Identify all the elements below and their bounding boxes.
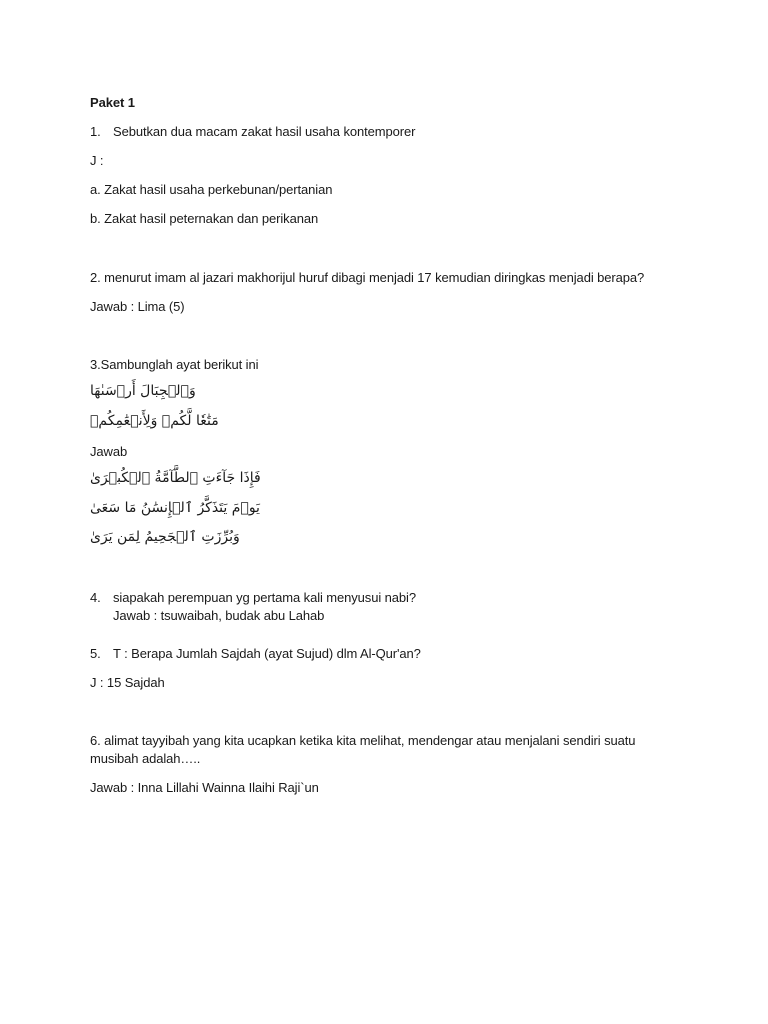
question-2-answer: Jawab : Lima (5) — [90, 299, 185, 314]
question-3-text: 3.Sambunglah ayat berikut ini — [90, 357, 259, 372]
question-3-verse-2: مَتَٰعٗا لَّكُمۡ وَلِأَنۡعَٰمِكُمۡ — [90, 413, 219, 429]
question-3-answer-verse-1: فَإِذَا جَآءَتِ ٱلطَّآمَّةُ ٱلۡكُبۡرَىٰ — [90, 470, 261, 486]
question-1-answer-a: a. Zakat hasil usaha perkebunan/pertanian — [90, 182, 333, 197]
question-3-verse-1: وَٱلۡجِبَالَ أَرۡسَىٰهَا — [90, 383, 196, 399]
question-4-text: siapakah perempuan yg pertama kali menyusui nabi? — [113, 590, 416, 605]
question-1-number: 1. — [90, 124, 101, 139]
document-title: Paket 1 — [90, 95, 135, 110]
question-6-text-line-2: musibah adalah….. — [90, 751, 201, 766]
question-3-answer-verse-3: وَبُرِّزَتِ ٱلۡجَحِيمُ لِمَن يَرَىٰ — [90, 529, 240, 545]
question-2-text: 2. menurut imam al jazari makhorijul huruf dibagi menjadi 17 kemudian diringkas menjadi berapa? — [90, 270, 645, 285]
question-1-answer-label: J : — [90, 153, 104, 168]
question-5-answer: J : 15 Sajdah — [90, 675, 165, 690]
question-6-text-line-1: 6. alimat tayyibah yang kita ucapkan ketika kita melihat, mendengar atau menjalani sendiri suatu — [90, 733, 636, 748]
question-5-number: 5. — [90, 646, 101, 661]
question-4-answer: Jawab : tsuwaibah, budak abu Lahab — [113, 608, 325, 623]
question-4-number: 4. — [90, 590, 101, 605]
question-1-answer-b: b. Zakat hasil peternakan dan perikanan — [90, 211, 319, 226]
question-5 — [90, 645, 421, 662]
question-3-answer-verse-2: يَوۡمَ يَتَذَكَّرُ ٱلۡإِنسَٰنُ مَا سَعَىٰ — [90, 500, 260, 516]
question-6-answer: Jawab : Inna Lillahi Wainna Ilaihi Raji`un — [90, 780, 319, 795]
question-5-text: T : Berapa Jumlah Sajdah (ayat Sujud) dlm Al-Qur'an? — [113, 646, 421, 661]
question-3-answer-label: Jawab — [90, 444, 128, 459]
question-1-text: Sebutkan dua macam zakat hasil usaha kontemporer — [113, 124, 416, 139]
question-1 — [90, 123, 415, 140]
question-4 — [90, 589, 416, 606]
